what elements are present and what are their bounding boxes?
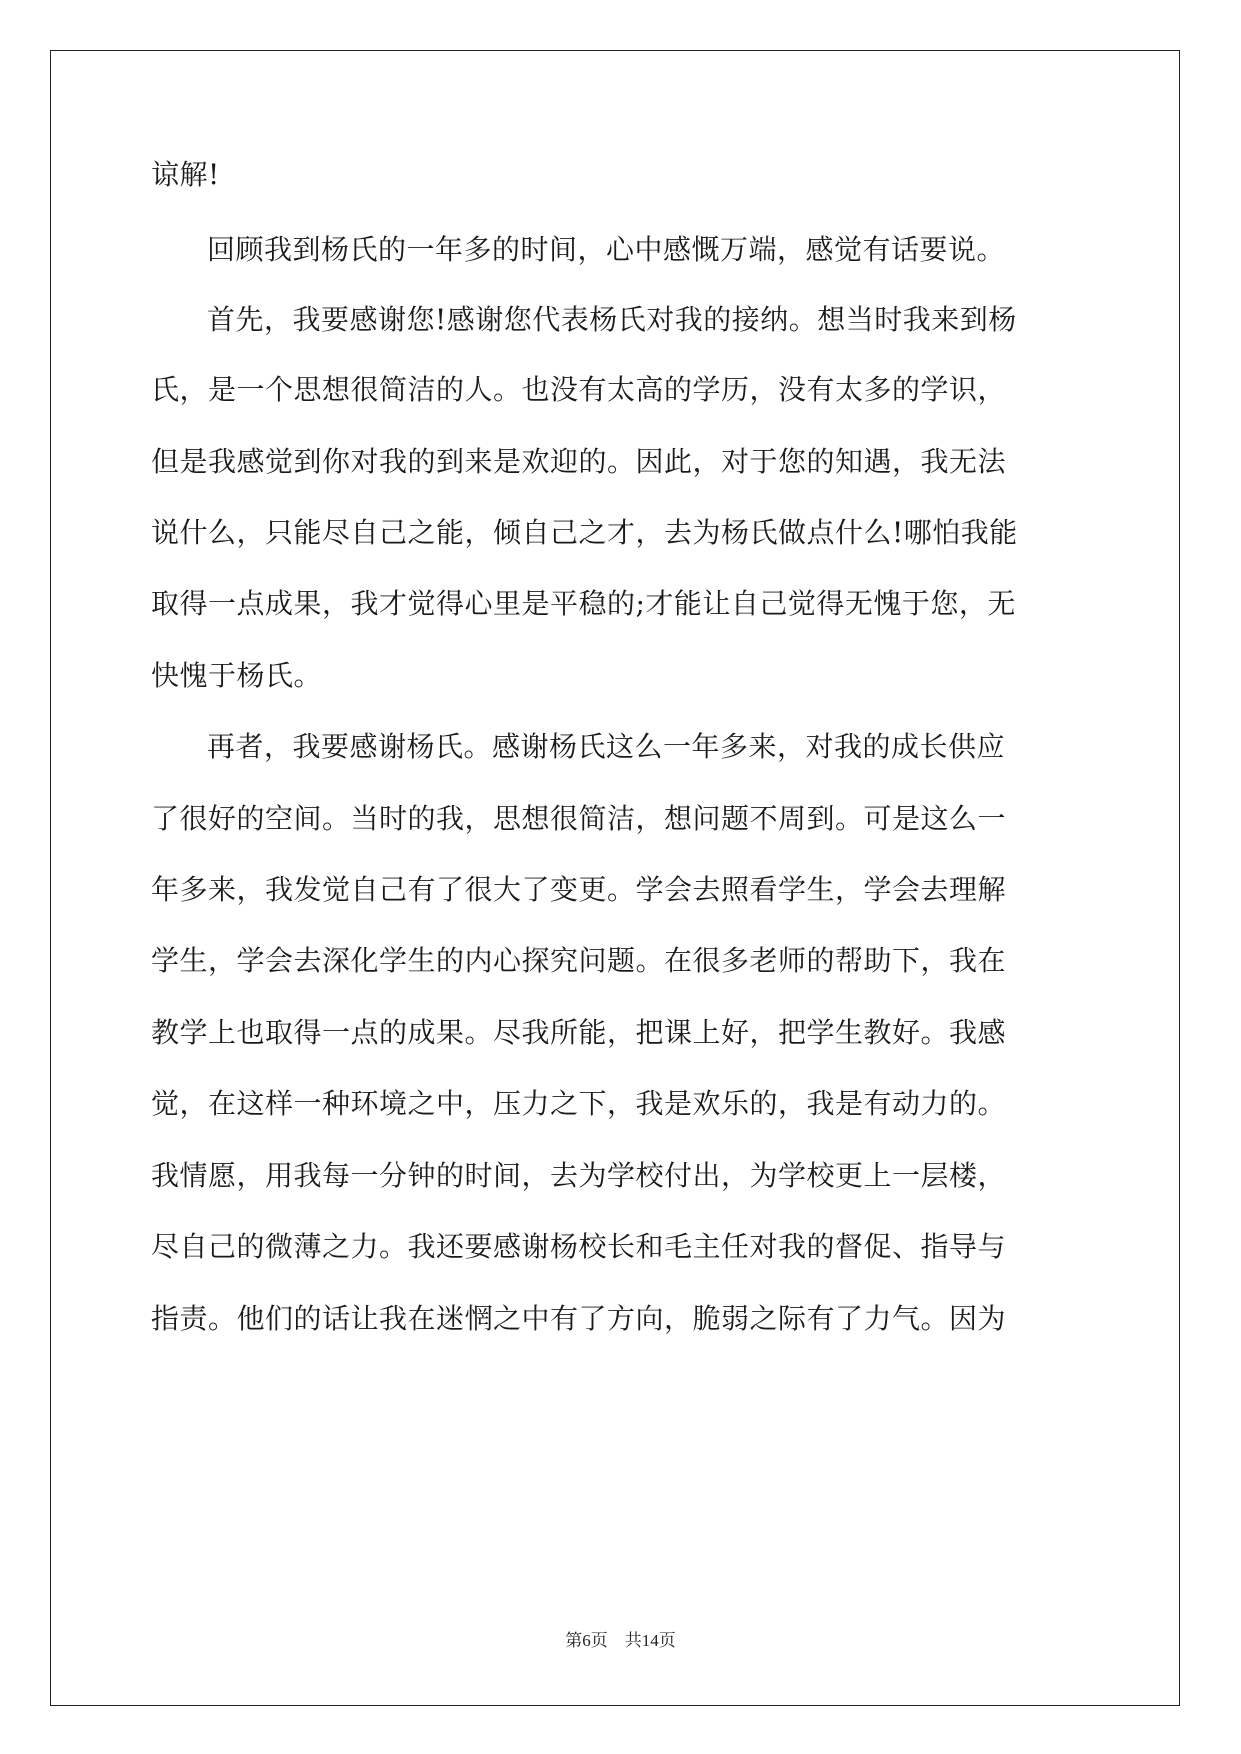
text-line: 我情愿，用我每一分钟的时间，去为学校付出，为学校更上一层楼， [151,1159,1007,1192]
text-line: 回顾我到杨氏的一年多的时间，心中感慨万端，感觉有话要说。 [207,233,1006,266]
text-line: 教学上也取得一点的成果。尽我所能，把课上好，把学生教好。我感 [151,1016,1007,1049]
text-line: 年多来，我发觉自己有了很大了变更。学会去照看学生，学会去理解 [151,873,1007,906]
text-line: 学生，学会去深化学生的内心探究问题。在很多老师的帮助下，我在 [151,944,1007,977]
text-line: 说什么，只能尽自己之能，倾自己之才，去为杨氏做点什么!哪怕我能 [151,516,1018,549]
text-line: 快愧于杨氏。 [151,659,323,692]
text-line: 谅解! [151,158,220,191]
page-number-footer: 第6页 共14页 [565,1631,676,1650]
text-line: 首先，我要感谢您!感谢您代表杨氏对我的接纳。想当时我来到杨 [207,303,1017,336]
text-line: 尽自己的微薄之力。我还要感谢杨校长和毛主任对我的督促、指导与 [151,1230,1007,1263]
text-line: 指责。他们的话让我在迷惘之中有了方向，脆弱之际有了力气。因为 [151,1302,1007,1335]
text-line: 再者，我要感谢杨氏。感谢杨氏这么一年多来，对我的成长供应 [207,730,1006,763]
text-line: 取得一点成果，我才觉得心里是平稳的;才能让自己觉得无愧于您，无 [151,587,1016,620]
text-line: 了很好的空间。当时的我，思想很简洁，想问题不周到。可是这么一 [151,802,1007,835]
text-line: 但是我感觉到你对我的到来是欢迎的。因此，对于您的知遇，我无法 [151,445,1007,478]
text-line: 觉，在这样一种环境之中，压力之下，我是欢乐的，我是有动力的。 [151,1087,1007,1120]
text-line: 氏，是一个思想很简洁的人。也没有太高的学历，没有太多的学识， [151,373,1007,406]
